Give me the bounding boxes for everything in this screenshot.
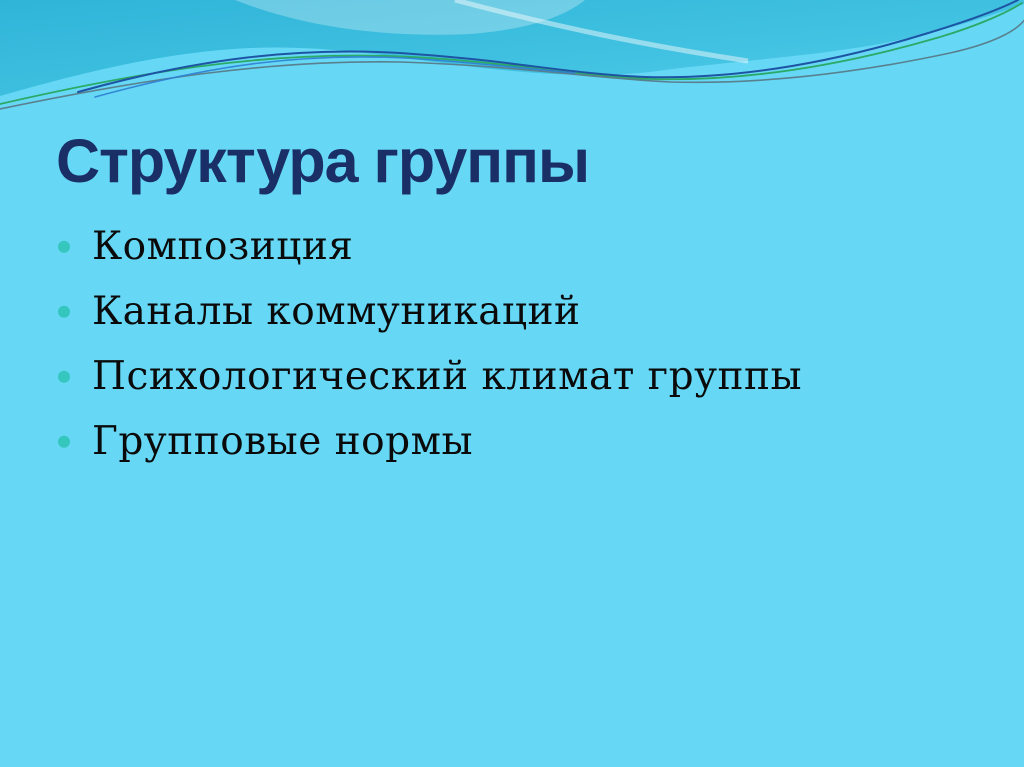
bullet-dot-icon xyxy=(58,370,70,382)
bullet-list xyxy=(56,214,802,474)
list-item-label: Каналы коммуникаций xyxy=(92,289,581,334)
list-item xyxy=(56,279,802,344)
bullet-dot-icon xyxy=(58,240,70,252)
list-item xyxy=(56,214,802,279)
accent-line-cobalt xyxy=(95,57,575,97)
wave-highlight-diagonal xyxy=(455,0,748,61)
list-item xyxy=(56,344,802,409)
bullet-dot-icon xyxy=(58,305,70,317)
accent-line-green xyxy=(0,3,1022,104)
list-item xyxy=(56,409,802,474)
list-item-label: Композиция xyxy=(92,224,354,269)
wave-highlight-left xyxy=(235,0,585,35)
list-item-label: Психологический климат группы xyxy=(92,354,803,399)
accent-line-gray xyxy=(0,18,1024,109)
accent-line-navy xyxy=(78,0,1018,92)
list-item-label: Групповые нормы xyxy=(92,419,473,464)
bullet-dot-icon xyxy=(58,435,70,447)
slide-title: Структура группы xyxy=(56,127,590,195)
wave-band xyxy=(0,0,1024,96)
